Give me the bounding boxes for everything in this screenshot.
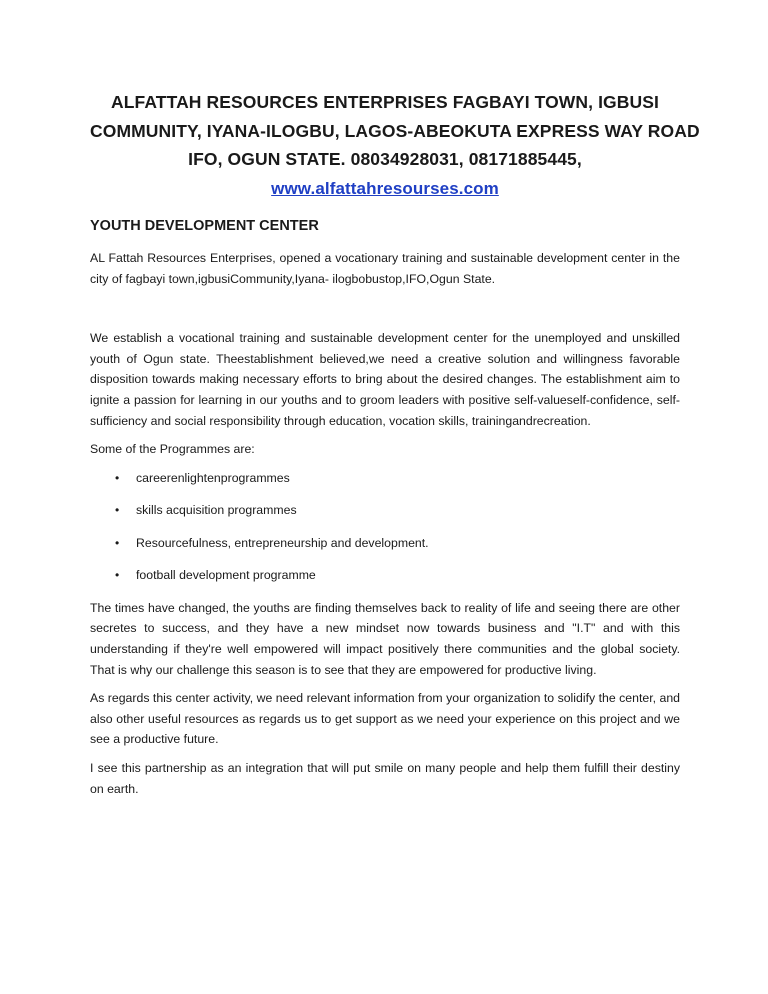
list-item xyxy=(90,533,680,566)
bullet-icon: • xyxy=(115,503,120,518)
bullet-icon: • xyxy=(115,470,120,485)
list-item xyxy=(90,565,680,598)
section-title: YOUTH DEVELOPMENT CENTER xyxy=(90,218,319,234)
letterhead-line-2: COMMUNITY, IYANA-ILOGBU, LAGOS-ABEOKUTA EXPRESS WAY ROAD xyxy=(90,120,700,141)
programme-label: football development programme xyxy=(136,568,316,583)
list-item xyxy=(90,468,680,501)
times-paragraph: The times have changed, the youths are finding themselves back to reality of life and seeing there are other secretes to success, and they have a new mindset now towards business and "I.T" and with this understanding if they're well empowered will impact positively there communities and the global society. That is why our challenge this season is to see that they are empowered for productive living. xyxy=(90,600,680,677)
letterhead-line-1: ALFATTAH RESOURCES ENTERPRISES FAGBAYI TOWN, IGBUSI xyxy=(111,92,659,112)
programme-label: Resourcefulness, entrepreneurship and development. xyxy=(136,535,429,550)
list-item xyxy=(90,500,680,533)
programmes-intro: Some of the Programmes are: xyxy=(90,442,255,457)
intro-paragraph: AL Fattah Resources Enterprises, opened a vocationary training and sustainable development center in the city of fagbayi town,igbusiCommunity,Iyana- ilogbobustop,IFO,Ogun State. xyxy=(90,251,680,286)
programme-label: skills acquisition programmes xyxy=(136,503,297,518)
bullet-icon: • xyxy=(115,535,120,550)
programme-label: careerenlightenprogrammes xyxy=(136,470,290,485)
establish-paragraph: We establish a vocational training and sustainable development center for the unemployed and unskilled youth of Ogun state. Theestablishment believed,we need a creative solution and willingness favorable disposition towards making necessary efforts to bring about the desired changes. The establishment aim to ignite a passion for learning in our youths and to groom leaders with positive self-valueself-confidence, self-sufficiency and social responsibility through education, vocation skills, trainingandrecreation. xyxy=(90,331,680,428)
website-link[interactable]: www.alfattahresourses.com xyxy=(271,178,499,198)
letterhead-line-3: IFO, OGUN STATE. 08034928031, 08171885445, xyxy=(188,149,582,169)
programmes-list xyxy=(90,468,680,598)
regards-paragraph: As regards this center activity, we need relevant information from your organization to solidify the center, and also other useful resources as regards us to get support as we need your experience on this project and we see a productive future. xyxy=(90,691,680,747)
letterhead xyxy=(90,88,700,203)
document-page xyxy=(90,88,700,799)
partnership-paragraph: I see this partnership as an integration that will put smile on many people and help them fulfill their destiny on earth. xyxy=(90,760,680,796)
bullet-icon: • xyxy=(115,568,120,583)
